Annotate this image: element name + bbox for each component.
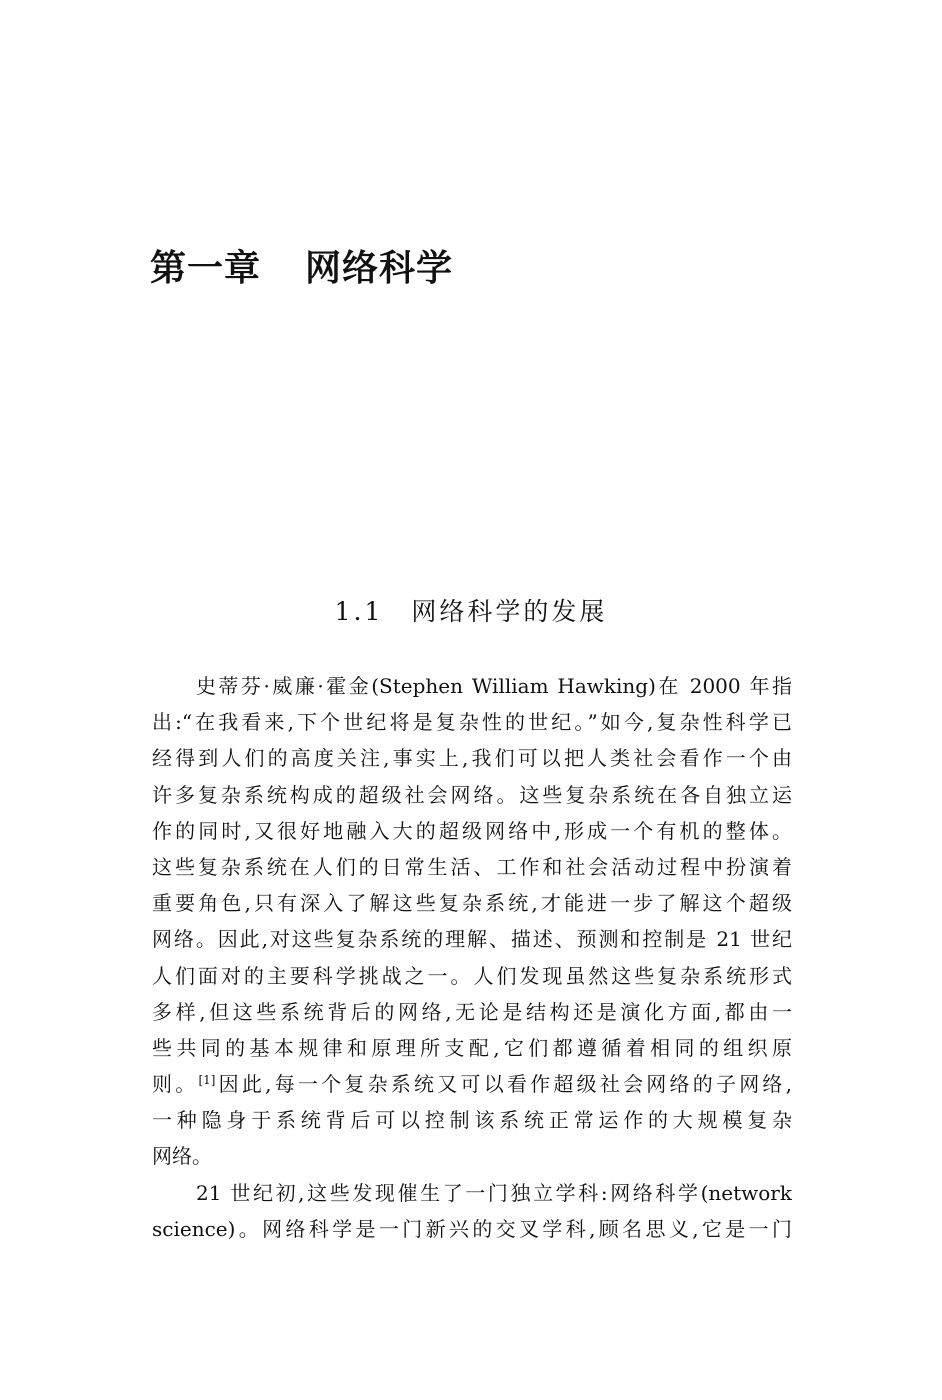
chapter-title: 网络科学	[305, 248, 454, 289]
text-fragment: 因此,每一个复杂系统又可以看作超级社会网络的子网络,	[215, 1072, 792, 1097]
section-title: 网络科学的发展	[411, 597, 608, 626]
text-line: 人们面对的主要科学挑战之一。人们发现虽然这些复杂系统形式	[152, 963, 792, 988]
text-line: 些共同的基本规律和原理所支配,它们都遵循着相同的组织原	[152, 1035, 792, 1060]
text-line: 出:“在我看来,下个世纪将是复杂性的世纪。”如今,复杂性科学已	[152, 710, 792, 735]
section-heading	[0, 592, 942, 628]
text-line: science)。网络科学是一门新兴的交叉学科,顾名思义,它是一门	[152, 1216, 792, 1241]
text-line: 多样,但这些系统背后的网络,无论是结构还是演化方面,都由一	[152, 999, 792, 1024]
text-line: 网络。	[152, 1144, 212, 1169]
text-line: 重要角色,只有深入了解这些复杂系统,才能进一步了解这个超级	[152, 891, 792, 916]
text-line: 史蒂芬·威廉·霍金(Stephen William Hawking)在 2000 年指	[196, 674, 792, 698]
text-line: 许多复杂系统构成的超级社会网络。这些复杂系统在各自独立运	[152, 782, 792, 807]
text-line: 作的同时,又很好地融入大的超级网络中,形成一个有机的整体。	[152, 818, 792, 843]
text-line: 21 世纪初,这些发现催生了一门独立学科:网络科学(network	[196, 1180, 792, 1205]
text-line: 网络。因此,对这些复杂系统的理解、描述、预测和控制是 21 世纪	[152, 927, 792, 952]
chapter-heading	[150, 240, 453, 291]
body-text	[152, 668, 792, 1247]
section-number: 1.1	[334, 597, 384, 626]
text-line-with-citation	[152, 1066, 792, 1102]
text-fragment: 则。	[152, 1072, 199, 1097]
citation-marker: [1]	[198, 1073, 216, 1088]
text-line: 经得到人们的高度关注,事实上,我们可以把人类社会看作一个由	[152, 746, 792, 771]
text-line: 这些复杂系统在人们的日常生活、工作和社会活动过程中扮演着	[152, 854, 792, 879]
text-line: 一种隐身于系统背后可以控制该系统正常运作的大规模复杂	[152, 1108, 792, 1133]
chapter-number: 第一章	[150, 248, 262, 289]
